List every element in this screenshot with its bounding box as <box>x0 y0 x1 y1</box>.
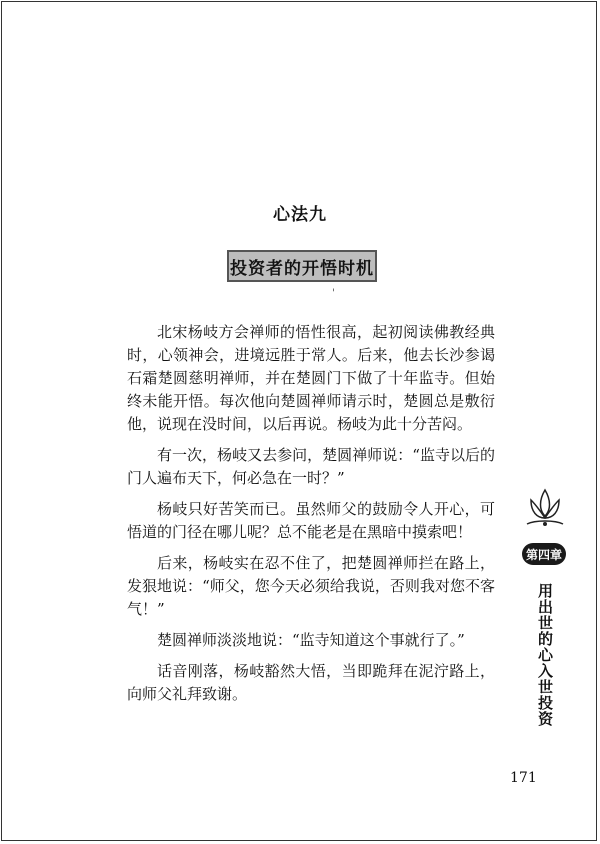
chapter-section-title <box>227 250 377 282</box>
paragraph: 后来，杨岐实在忍不住了，把楚圆禅师拦在路上，发狠地说：“师父，您今天必须给我说，否则我对您不客气！” <box>127 554 495 618</box>
title-mark: ' <box>332 288 335 299</box>
lotus-ornament-icon <box>521 484 569 532</box>
title-text: 投资者的开悟时机 <box>230 258 374 279</box>
paragraph: 话音刚落，杨岐豁然大悟，当即跪拜在泥泞路上，向师父礼拜致谢。 <box>127 662 495 703</box>
body-text <box>127 321 495 714</box>
paragraph: 楚圆禅师淡淡地说：“监寺知道这个事就行了。” <box>157 631 465 649</box>
paragraph: 有一次，杨岐又去参问，楚圆禅师说：“监寺以后的门人遍布天下，何必急在一时？” <box>127 446 495 487</box>
paragraph: 北宋杨岐方会禅师的悟性很高，起初阅读佛教经典时，心领神会，进境远胜于常人。后来，他去长沙参谒石霜楚圆慈明禅师，并在楚圆门下做了十年监寺。但始终未能开悟。每次他向楚圆禅师请示时，楚圆总是敷衍他，说现在没时间，以后再说。杨岐为此十分苦闷。 <box>127 323 495 433</box>
paragraph: 杨岐只好苦笑而已。虽然师父的鼓励令人开心，可悟道的门径在哪儿呢？总不能老是在黑暗中摸索吧！ <box>127 500 495 541</box>
page-number: 171 <box>510 770 537 786</box>
section-label: 心法九 <box>273 205 327 225</box>
chapter-badge: 第四章 <box>522 543 566 565</box>
chapter-title: 用出世的心入世投资 <box>536 583 554 727</box>
